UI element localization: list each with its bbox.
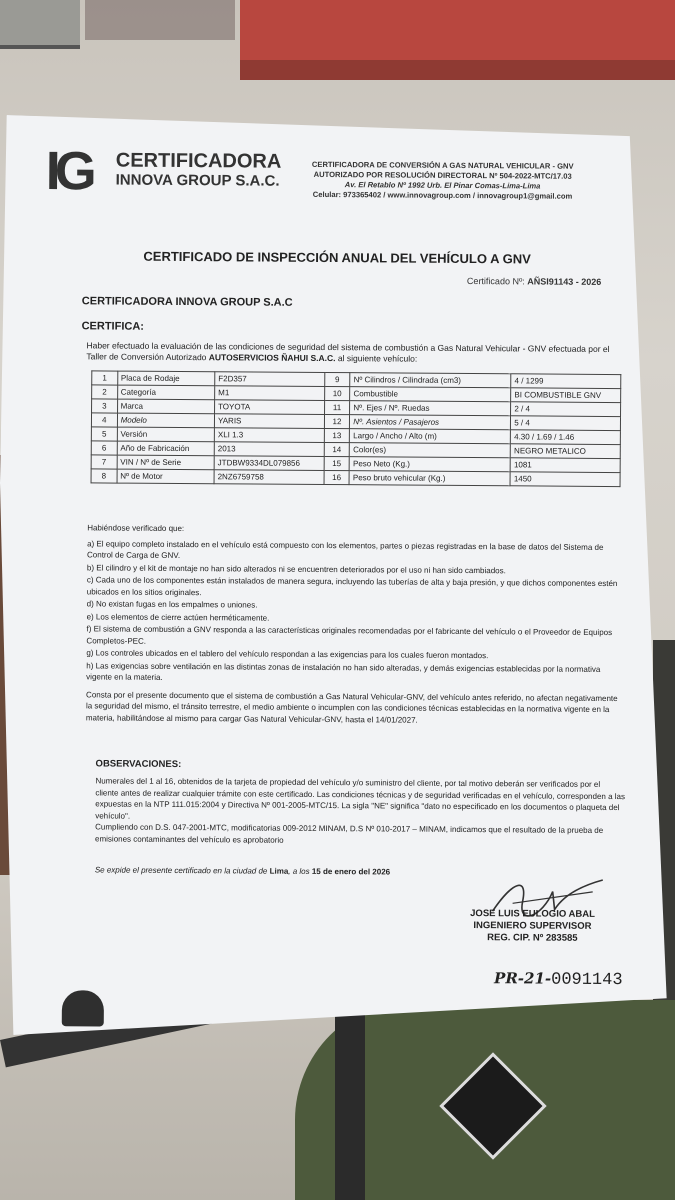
serial-value: 0091143	[551, 970, 623, 991]
header-info	[293, 160, 593, 202]
header-contact: Celular: 973365402 / www.innovagroup.com / innovagroup1@gmail.com	[312, 189, 573, 201]
field-value: 4.30 / 1.69 / 1.46	[511, 430, 621, 445]
stamp-icon	[62, 990, 104, 1026]
workshop-name: AUTOSERVICIOS ÑAHUI S.A.C.	[208, 352, 336, 364]
field-value: JTDBW9334DL079856	[214, 456, 324, 471]
logo-text	[116, 151, 282, 192]
issue-text-b: , a los	[288, 866, 312, 876]
serial-number	[494, 969, 623, 990]
document-title: CERTIFICADO DE INSPECCIÓN ANUAL DEL VEHÍCULO A GNV	[143, 248, 531, 267]
certificate-number	[467, 276, 601, 287]
field-label: Combustible	[350, 387, 511, 402]
row-number: 3	[92, 399, 118, 413]
background-chair-leg	[335, 1015, 365, 1200]
verification-item: c) Cada uno de los componentes están instalados de manera segura, incluyendo las tuberías de alta y baja presión, y que dichos componentes estén ubicados en los sitios originales.	[86, 575, 618, 597]
row-number: 13	[324, 429, 350, 443]
certificate-content	[32, 130, 638, 1014]
field-value: BI COMBUSTIBLE GNV	[511, 388, 621, 403]
row-number: 12	[324, 415, 350, 429]
field-value: YARIS	[214, 414, 324, 429]
header-line2: AUTORIZADO POR RESOLUCIÓN DIRECTORAL Nº 504-2022-MTC/17.03	[313, 169, 572, 181]
row-number: 11	[324, 401, 350, 415]
verification-item: e) Los elementos de cierre actúen herméticamente.	[86, 611, 270, 623]
row-number: 1	[92, 371, 118, 385]
vehicle-table	[91, 370, 622, 487]
logo-name-line2: INNOVA GROUP S.A.C.	[115, 171, 280, 190]
company-name: CERTIFICADORA INNOVA GROUP S.A.C	[81, 295, 293, 309]
field-label: Peso bruto vehicular (Kg.)	[349, 471, 510, 486]
field-value: F2D357	[215, 372, 325, 387]
row-number: 7	[91, 455, 117, 469]
observations-text	[95, 775, 625, 848]
field-label: Peso Neto (Kg.)	[349, 457, 510, 472]
background-cart	[0, 0, 80, 49]
field-label: Nº. Asientos / Pasajeros	[350, 415, 511, 430]
row-number: 5	[91, 427, 117, 441]
field-value: 2 / 4	[511, 402, 621, 417]
field-label: Nº Cilindros / Cilindrada (cm3)	[350, 373, 511, 388]
verification-item: d) No existan fugas en los empalmes o uniones.	[86, 599, 258, 610]
issue-statement	[95, 865, 390, 876]
verification-item: a) El equipo completo instalado en el vehículo está compuesto con los elementos, partes o piezas registradas en la base de datos del Sistema de Control de Carga de GNV.	[87, 538, 604, 561]
background-object	[85, 0, 235, 40]
observations-emissions: Cumpliendo con D.S. 047-2001-MTC, modificatorias 009-2012 MINAM, D.S Nº 010-2017 – MINAM, indicamos que el resultado de la prueba de emisiones contaminantes del vehículo es aprobatorio	[95, 822, 604, 845]
row-number: 2	[92, 385, 118, 399]
issue-city: Lima	[269, 866, 289, 876]
header-line1: CERTIFICADORA DE CONVERSIÓN A GAS NATURAL VEHICULAR - GNV	[311, 159, 574, 171]
verification-item: h) Las exigencias sobre ventilación en las distintas zonas de instalación no han sido alteradas, y demás exigencias establecidas por la normativa vigente en la materia.	[86, 660, 601, 682]
field-value: 5 / 4	[511, 416, 621, 431]
field-label: Versión	[117, 427, 214, 442]
row-number: 8	[91, 469, 117, 483]
field-label: Largo / Ancho / Alto (m)	[350, 429, 511, 444]
verification-section	[86, 522, 627, 728]
field-value: 2013	[214, 442, 324, 457]
field-label: Placa de Rodaje	[117, 371, 214, 386]
field-value: 2NZ6759758	[214, 470, 324, 485]
field-label: Nº de Motor	[117, 469, 214, 484]
certificate-number-value: AÑSI91143 - 2026	[527, 276, 602, 287]
table-row	[91, 469, 620, 487]
certifica-heading: CERTIFICA:	[81, 320, 144, 333]
company-logo	[46, 142, 116, 200]
field-value: 1450	[510, 472, 620, 487]
field-value: XLI 1.3	[214, 428, 324, 443]
row-number: 9	[324, 373, 350, 387]
intro-text-c: al siguiente vehículo:	[335, 353, 418, 364]
row-number: 6	[91, 441, 117, 455]
observations-paragraph: Numerales del 1 al 16, obtenidos de la tarjeta de propiedad del vehículo y/o suministro del cliente, por tal motivo deberán ser verificados por el cliente antes de realizar cualquier trámite con este certificado. Las condiciones técnicas y de seguridad verificadas en el vehículo, corresponden a las expuestas en la NTP 111.015:2004 y Directiva Nº 001-2005-MTC/15. La sigla "NE" significa "dato no especificado en los documentos o plaqueta del vehículo".	[95, 776, 626, 821]
signatory-registration: REG. CIP. Nº 283585	[487, 932, 578, 944]
signatory-role: INGENIERO SUPERVISOR	[473, 920, 592, 932]
field-label: Modelo	[117, 413, 214, 428]
intro-paragraph	[86, 340, 616, 366]
logo-mark-icon: IG	[45, 141, 91, 202]
field-value: M1	[215, 386, 325, 401]
verification-item: f) El sistema de combustión a GNV responda a las características originales recomendadas por el fabricante del vehículo o el Proveedor de Equipos Completos-PEC.	[86, 624, 613, 646]
field-label: Año de Fabricación	[117, 441, 214, 456]
logo-name-line1: CERTIFICADORA	[115, 149, 282, 173]
field-value: TOYOTA	[215, 400, 325, 415]
field-label: Marca	[117, 399, 214, 414]
row-number: 4	[91, 413, 117, 427]
issue-date: 15 de enero del 2026	[311, 866, 391, 877]
header-address: Av. El Retablo Nº 1992 Urb. El Pinar Comas-Lima-Lima	[344, 180, 541, 191]
field-value: 1081	[510, 458, 620, 473]
field-label: Categoría	[117, 385, 214, 400]
intro-text-a: Haber efectuado la evaluación de las condiciones de seguridad del sistema de combustión a Gas Natural Vehicular - GNV efectuada por el Taller de Conversión Autorizado	[86, 340, 610, 363]
background-wall-base	[240, 60, 675, 80]
verification-conclusion: Consta por el presente documento que el sistema de combustión a Gas Natural Vehicular-GNV, del vehículo antes referido, no afectan negativamente la seguridad del mismo, el tránsito terrestre, el medio ambiente o incumplen con las condiciones técnicas establecidas en la normativa vigente en la materia, habilitándose al mismo para cargar Gas Natural Vehicular-GNV, hasta el 14/01/2027.	[85, 689, 618, 725]
row-number: 10	[324, 387, 350, 401]
row-number: 16	[324, 471, 350, 485]
field-label: Nº. Ejes / Nº. Ruedas	[350, 401, 511, 416]
verification-item: b) El cilindro y el kit de montaje no han sido alterados ni se encuentren deteriorados por el uso ni han sido cambiados.	[86, 562, 506, 575]
issue-text-a: Se expide el presente certificado en la ciudad de	[94, 865, 270, 876]
field-value: 4 / 1299	[511, 374, 621, 389]
observations-title: OBSERVACIONES:	[95, 758, 182, 771]
field-value: NEGRO METALICO	[511, 444, 621, 459]
certificate-number-label: Certificado Nº:	[466, 275, 525, 287]
signature-block	[462, 908, 602, 945]
serial-prefix: PR-21-	[494, 969, 552, 988]
row-number: 15	[324, 457, 350, 471]
signatory-name: JOSE LUIS EULOGIO ABAL	[470, 908, 595, 920]
verification-item: g) Los controles ubicados en el tablero del vehículo respondan a las exigencias para los cuales fueron montados.	[86, 648, 489, 661]
verification-intro: Habiéndose verificado que:	[87, 523, 185, 534]
field-label: VIN / Nº de Serie	[117, 455, 214, 470]
field-label: Color(es)	[350, 443, 511, 458]
row-number: 14	[324, 443, 350, 457]
